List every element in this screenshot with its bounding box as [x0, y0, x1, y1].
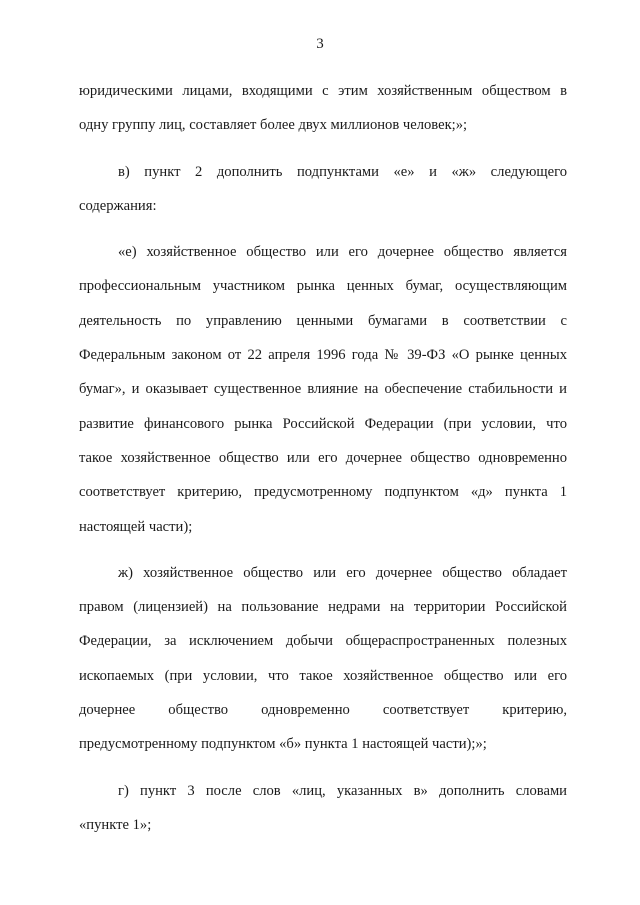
text-line: предусмотренному подпунктом «б» пункта 1 настоящей части);»;: [79, 736, 487, 753]
text-line: одну группу лиц, составляет более двух миллионов человек;»;: [79, 117, 468, 134]
page-number: 3: [316, 36, 324, 52]
paragraph-1: [79, 74, 567, 143]
text-line: ж) хозяйственное общество или его дочернее общество обладает: [118, 564, 567, 581]
text-line: деятельность по управлению ценными бумагами в соответствии с: [79, 312, 567, 329]
text-line: «е) хозяйственное общество или его дочернее общество является: [118, 244, 567, 261]
text-line: бумаг», и оказывает существенное влияние на обеспечение стабильности и: [79, 381, 567, 398]
text-line: ископаемых (при условии, что такое хозяйственное общество или его: [79, 667, 567, 684]
text-line: настоящей части);: [79, 518, 193, 535]
text-line: Федеральным законом от 22 апреля 1996 года № 39-ФЗ «О рынке ценных: [79, 347, 567, 364]
text-line: такое хозяйственное общество или его дочернее общество одновременно: [79, 449, 567, 466]
text-line: профессиональным участником рынка ценных бумаг, осуществляющим: [79, 278, 567, 295]
text-line: правом (лицензией) на пользование недрами на территории Российской: [79, 599, 567, 616]
paragraph-2: [79, 155, 567, 224]
paragraph-4: [79, 556, 567, 762]
text-line: г) пункт 3 после слов «лиц, указанных в» дополнить словами: [118, 782, 567, 799]
text-line: соответствует критерию, предусмотренному подпунктом «д» пункта 1: [79, 484, 567, 501]
text-line: «пункте 1»;: [79, 816, 152, 833]
text-line: в) пункт 2 дополнить подпунктами «е» и «ж» следующего: [118, 163, 567, 180]
text-line: юридическими лицами, входящими с этим хозяйственным обществом в: [79, 83, 567, 99]
text-line: развитие финансового рынка Российской Федерации (при условии, что: [79, 415, 567, 432]
text-line: Федерации, за исключением добычи общераспространенных полезных: [79, 633, 567, 650]
text-line: дочернее общество одновременно соответствует критерию,: [79, 702, 567, 719]
document-body: [79, 74, 567, 842]
paragraph-3: [79, 235, 567, 544]
paragraph-5: [79, 774, 567, 843]
text-line: содержания:: [79, 197, 157, 214]
